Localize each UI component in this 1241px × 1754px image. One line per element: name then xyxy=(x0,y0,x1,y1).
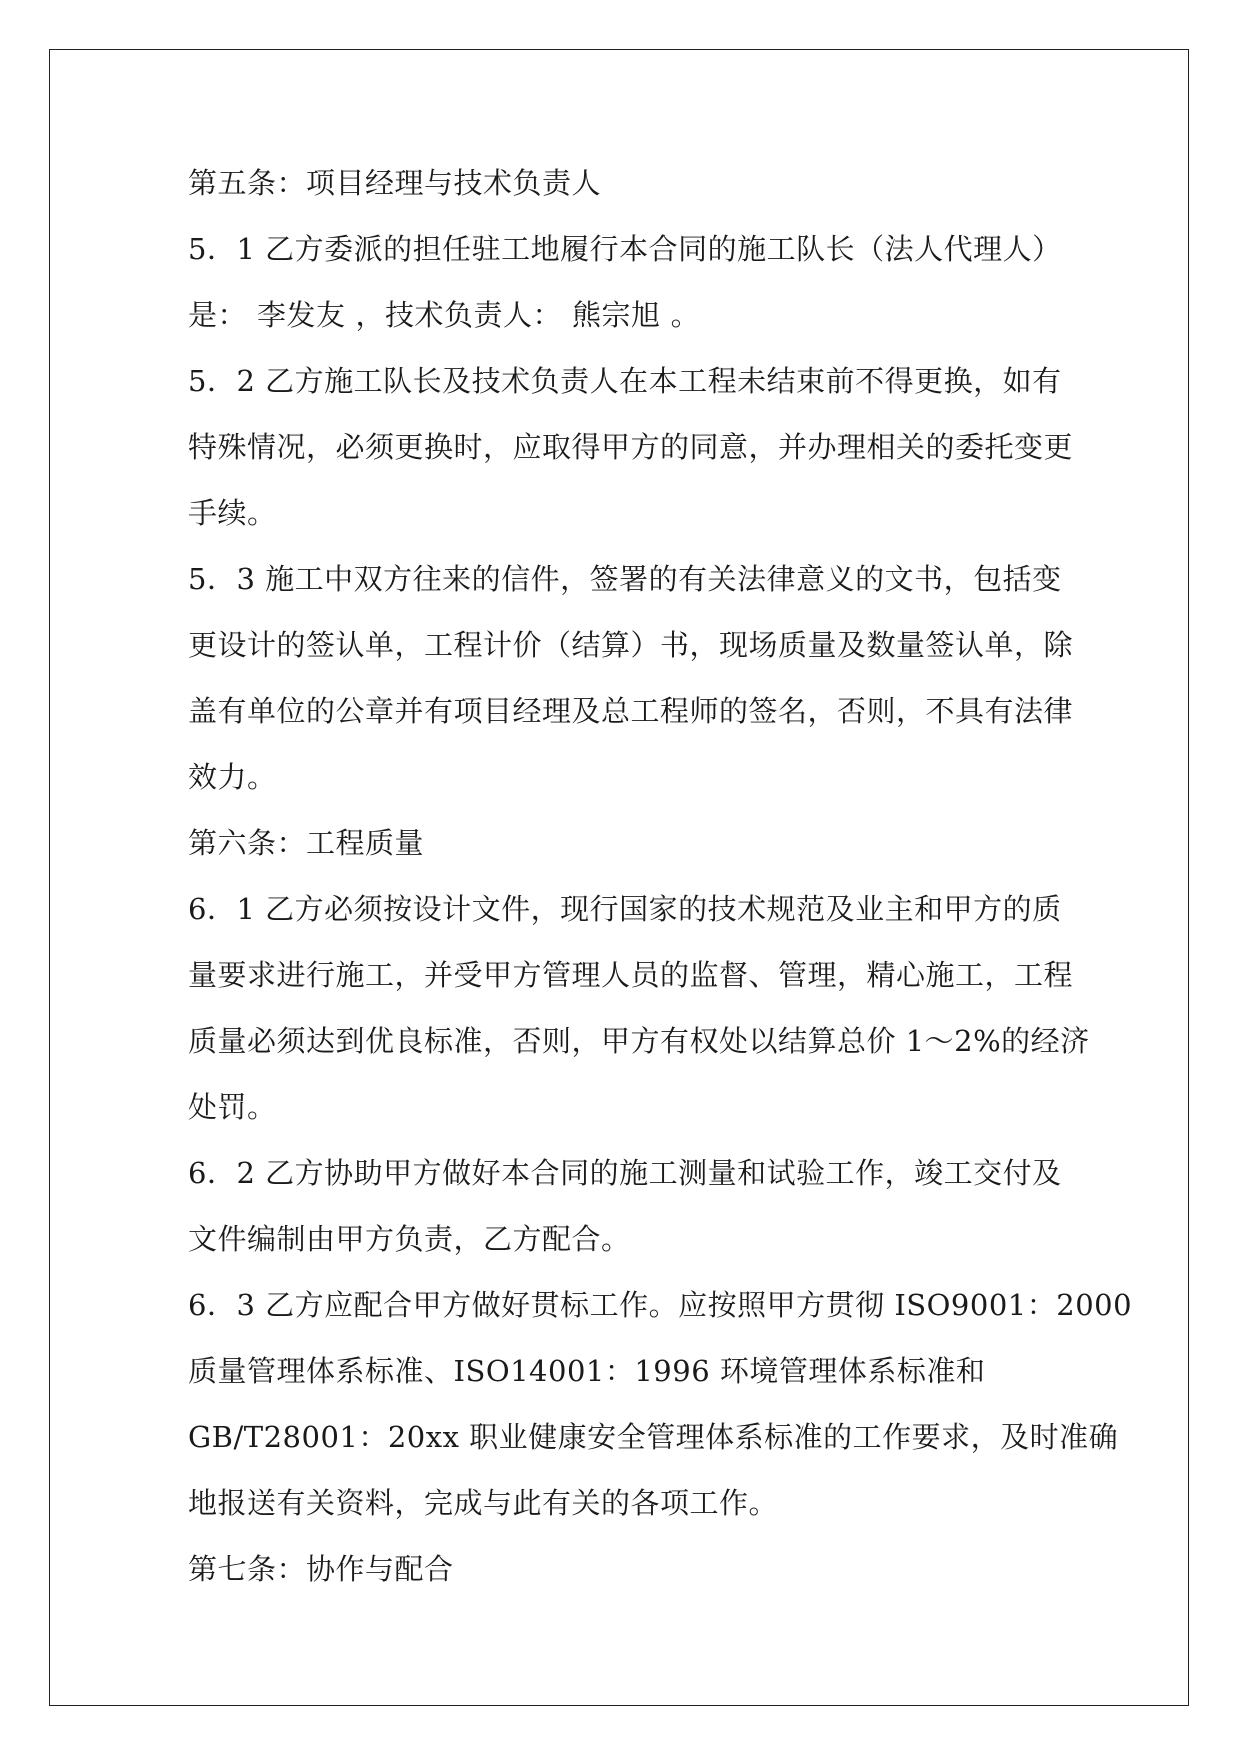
project-manager-name: 李发友 xyxy=(257,298,346,332)
paragraph-line: 处罚。 xyxy=(188,1090,277,1124)
paragraph-line: 质量管理体系标准、ISO14001：1996 环境管理体系标准和 xyxy=(188,1354,986,1388)
paragraph-line: 手续。 xyxy=(188,496,277,530)
paragraph-line: 6．3 乙方应配合甲方做好贯标工作。应按照甲方贯彻 ISO9001：2000 xyxy=(188,1288,1133,1322)
article-6-heading: 第六条：工程质量 xyxy=(188,826,425,860)
paragraph-line: 5．2 乙方施工队长及技术负责人在本工程未结束前不得更换，如有 xyxy=(188,364,1062,398)
article-7-heading: 第七条：协作与配合 xyxy=(188,1552,454,1586)
technical-lead-name: 熊宗旭 xyxy=(572,298,661,332)
article-5-heading: 第五条：项目经理与技术负责人 xyxy=(188,166,602,200)
paragraph-line: 盖有单位的公章并有项目经理及总工程师的签名，否则，不具有法律 xyxy=(188,694,1074,728)
label-text: 是： xyxy=(188,298,248,332)
document-body xyxy=(188,150,1133,1602)
paragraph-line: 质量必须达到优良标准，否则，甲方有权处以结算总价 1～2%的经济 xyxy=(188,1024,1090,1058)
paragraph-line: 地报送有关资料，完成与此有关的各项工作。 xyxy=(188,1486,779,1520)
paragraph-line: 特殊情况，必须更换时，应取得甲方的同意，并办理相关的委托变更 xyxy=(188,430,1074,464)
paragraph-line-names xyxy=(188,282,1058,348)
label-text: 。 xyxy=(670,298,701,332)
paragraph-line: GB/T28001：20xx 职业健康安全管理体系标准的工作要求，及时准确 xyxy=(188,1420,1119,1454)
paragraph-line: 6．2 乙方协助甲方做好本合同的施工测量和试验工作，竣工交付及 xyxy=(188,1156,1062,1190)
paragraph-line: 5．1 乙方委派的担任驻工地履行本合同的施工队长（法人代理人） xyxy=(188,232,1062,266)
paragraph-line: 量要求进行施工，并受甲方管理人员的监督、管理，精心施工，工程 xyxy=(188,958,1074,992)
paragraph-line: 6．1 乙方必须按设计文件，现行国家的技术规范及业主和甲方的质 xyxy=(188,892,1062,926)
paragraph-line: 5．3 施工中双方往来的信件，签署的有关法律意义的文书，包括变 xyxy=(188,562,1062,596)
paragraph-line: 更设计的签认单，工程计价（结算）书，现场质量及数量签认单，除 xyxy=(188,628,1074,662)
paragraph-line: 效力。 xyxy=(188,760,277,794)
label-text: ，技术负责人： xyxy=(355,298,563,332)
paragraph-line: 文件编制由甲方负责，乙方配合。 xyxy=(188,1222,631,1256)
